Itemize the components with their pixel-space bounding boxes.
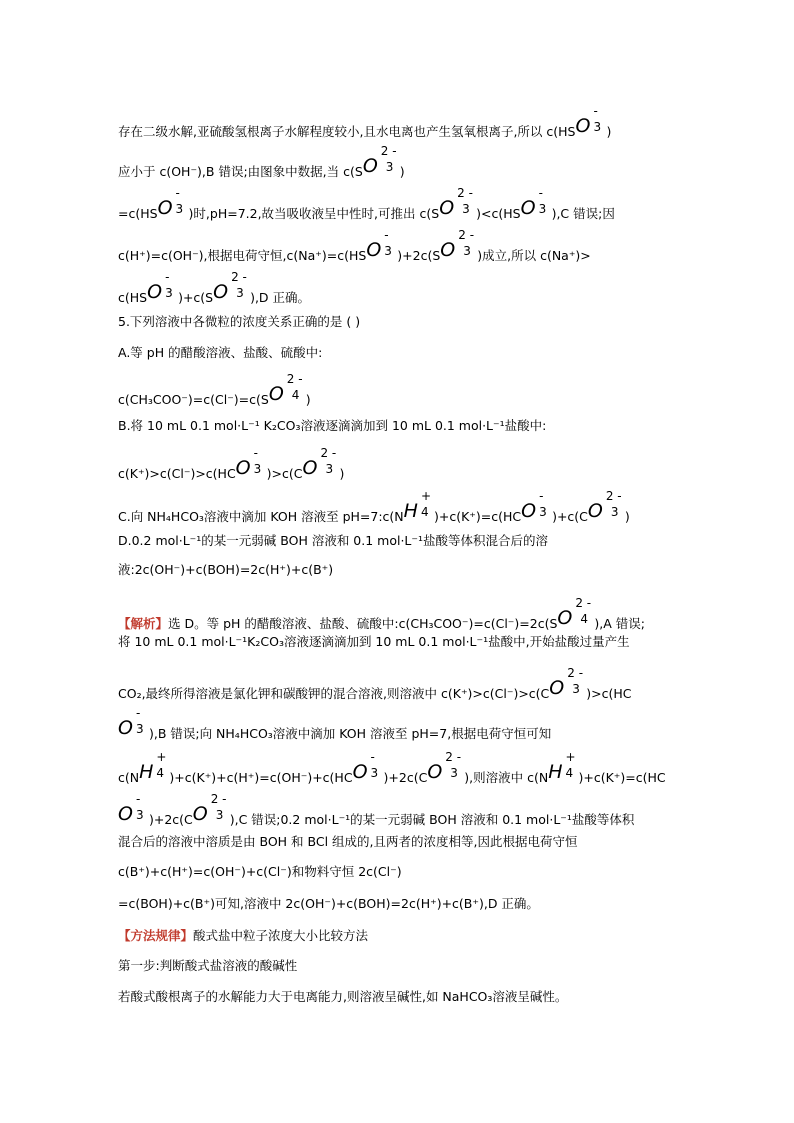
subscript: 3 [325,462,334,476]
charge: 2 - [457,186,473,200]
text: c(K⁺)>c(Cl⁻)>c(HC [118,466,236,481]
oxygen-symbol: O [213,281,229,303]
paren: ) [339,466,345,481]
text: )+c(S [178,290,214,305]
oxygen-symbol: O [520,197,536,219]
text: )+2c(S [397,248,441,263]
oxygen-symbol: O [302,457,318,479]
oxygen-symbol: O [235,457,251,479]
subscript: 4 [565,766,574,780]
text: CO₂,最终所得溶液是氯化钾和碳酸钾的混合溶液,则溶液中 c(K⁺)>c(Cl⁻)>c(C [118,686,550,701]
ion-charge [455,228,477,260]
method-label: 【方法规律】 [118,928,194,943]
oxygen-symbol: O [268,383,284,405]
analysis-line-6 [118,792,635,828]
text: ),B 错误;向 NH₄HCO₃溶液中滴加 KOH 溶液至 pH=7,根据电荷守恒可知 [148,726,552,741]
ion-charge [564,666,586,698]
ion-charge [133,706,149,738]
oxygen-symbol: O [192,803,208,825]
charge: - [175,186,180,200]
analysis-line-7: 混合后的溶液中溶质是由 BOH 和 BCl 组成的,且两者的浓度相等,因此根据电荷守恒 [118,834,578,849]
charge: 2 - [567,666,584,680]
analysis-line-2: 将 10 mL 0.1 mol·L⁻¹K₂CO₃溶液逐滴滴加到 10 mL 0.1 mol·L⁻¹盐酸中,开始盐酸过量产生 [118,634,630,649]
analysis-line-8: c(B⁺)+c(H⁺)=c(OH⁻)+c(Cl⁻)和物料守恒 2c(Cl⁻) [118,864,402,879]
text-line-4 [118,228,591,264]
text: C.向 NH₄HCO₃溶液中滴加 KOH 溶液至 pH=7:c(N [118,509,404,524]
subscript: 3 [215,808,224,822]
charge: 2 - [380,144,397,158]
question-5-title: 5.下列溶液中各微粒的浓度关系正确的是 ( ) [118,314,361,329]
oxygen-symbol: O [362,155,378,177]
charge: - [135,706,141,720]
charge: - [135,792,141,806]
ion-charge [381,228,397,260]
subscript: 3 [538,202,547,216]
oxygen-symbol: O [118,717,133,739]
analysis-line-4 [118,706,552,742]
text: )>c(C [266,466,303,481]
ion-charge [228,270,250,302]
subscript: 3 [462,202,470,216]
text: ),C 错误;因 [551,206,615,221]
ion-charge [317,446,339,478]
oxygen-symbol: O [557,607,573,629]
charge: 2 - [286,372,303,386]
text: )+2c(C [383,770,428,785]
ion-charge [153,750,169,782]
ion-charge [442,750,464,782]
last-line: 若酸式酸根离子的水解能力大于电离能力,则溶液呈碱性,如 NaHCO₃溶液呈碱性。 [118,989,568,1004]
ion-charge [454,186,476,218]
ion-charge [563,750,579,782]
subscript: 3 [610,505,619,519]
hydrogen-symbol: H [403,500,418,522]
charge: - [538,186,543,200]
oxygen-symbol: O [118,803,133,825]
oxygen-symbol: O [549,677,565,699]
text: =c(HS [118,206,158,221]
ion-charge [536,186,552,218]
oxygen-symbol: O [352,761,368,783]
text: ),D 正确。 [250,290,311,305]
text: 酸式盐中粒子浓度大小比较方法 [193,928,369,943]
text: )+c(C [552,509,588,524]
analysis-line-3 [118,666,632,702]
text: ),A 错误; [594,616,645,631]
charge: - [384,228,389,242]
text: c(HS [118,290,148,305]
analysis-line-9: =c(BOH)+c(B⁺)可知,溶液中 2c(OH⁻)+c(BOH)=2c(H⁺)+c(B⁺),D 正确。 [118,896,539,911]
oxygen-symbol: O [427,761,443,783]
oxygen-symbol: O [440,239,456,261]
text: ),C 错误;0.2 mol·L⁻¹的某一元弱碱 BOH 溶液和 0.1 mol·L⁻¹盐酸等体积 [229,812,635,827]
ion-charge [603,489,625,521]
subscript: 3 [463,244,471,258]
ion-charge [418,489,434,521]
text: )>c(HC [586,686,632,701]
oxygen-symbol: O [521,500,537,522]
text: 应小于 c(OH⁻),B 错误;由图象中数据,当 c(S [118,164,363,179]
method-heading [118,928,368,944]
text: c(CH₃COO⁻)=c(Cl⁻)=c(S [118,392,269,407]
text-line-3 [118,186,615,222]
text: )<c(HS [476,206,521,221]
option-d-continued: 液:2c(OH⁻)+c(BOH)=2c(H⁺)+c(B⁺) [118,562,334,577]
analysis-line-5 [118,750,666,786]
subscript: 3 [175,202,184,216]
charge: 2 - [575,596,592,610]
text: )+c(K⁺)+c(H⁺)=c(OH⁻)+c(HC [169,770,353,785]
subscript: 3 [236,286,244,300]
subscript: 3 [539,505,547,519]
option-a: A.等 pH 的醋酸溶液、盐酸、硫酸中: [118,345,323,360]
step-one: 第一步:判断酸式盐溶液的酸碱性 [118,958,298,973]
ion-charge [590,104,606,136]
charge: 2 - [320,446,337,460]
ion-charge [251,446,267,478]
hydrogen-symbol: H [139,761,154,783]
oxygen-symbol: O [366,239,382,261]
text-line-1 [118,104,612,140]
text: )+c(K⁺)=c(HC [433,509,522,524]
subscript: 3 [165,286,173,300]
text-line-2 [118,144,405,180]
subscript: 3 [572,682,580,696]
charge: - [253,446,258,460]
option-a-formula [118,372,311,408]
paren: ) [624,509,630,524]
oxygen-symbol: O [575,115,591,137]
charge: 2 - [210,792,227,806]
option-b: B.将 10 mL 0.1 mol·L⁻¹ K₂CO₃溶液逐滴滴加到 10 mL 0.1 mol·L⁻¹盐酸中: [118,418,547,433]
charge: 2 - [458,228,475,242]
oxygen-symbol: O [587,500,603,522]
hydrogen-symbol: H [548,761,563,783]
subscript: 4 [580,612,588,626]
subscript: 3 [370,766,379,780]
option-c [118,489,630,525]
subscript: 3 [135,808,144,822]
charge: + [420,489,432,503]
option-b-formula [118,446,345,482]
analysis-label: 【解析】 [118,616,169,631]
subscript: 3 [384,244,392,258]
subscript: 3 [593,120,602,134]
paren: ) [399,164,405,179]
oxygen-symbol: O [157,197,173,219]
ion-charge [536,489,552,521]
ion-charge [133,792,149,824]
oxygen-symbol: O [147,281,163,303]
subscript: 4 [291,388,300,402]
text: ),则溶液中 c(N [464,770,549,785]
charge: - [370,750,375,764]
text: c(N [118,770,140,785]
option-d: D.0.2 mol·L⁻¹的某一元弱碱 BOH 溶液和 0.1 mol·L⁻¹盐酸等体积混合后的溶 [118,533,549,548]
text: c(H⁺)=c(OH⁻),根据电荷守恒,c(Na⁺)=c(HS [118,248,367,263]
text: )时,pH=7.2,故当吸收液呈中性时,可推出 c(S [188,206,440,221]
charge: + [156,750,167,764]
subscript: 3 [385,160,394,174]
charge: 2 - [605,489,622,503]
subscript: 4 [156,766,165,780]
charge: - [539,489,544,503]
ion-charge [173,186,189,218]
ion-charge [208,792,230,824]
ion-charge [284,372,306,404]
paren: ) [606,124,612,139]
text: 存在二级水解,亚硫酸氢根离子水解程度较小,且水电离也产生氢氧根离子,所以 c(HS [118,124,576,139]
charge: - [593,104,598,118]
subscript: 4 [420,505,429,519]
text: )+c(K⁺)=c(HC [578,770,666,785]
text: 选 D。等 pH 的醋酸溶液、盐酸、硫酸中:c(CH₃COO⁻)=c(Cl⁻)=2c(S [168,616,558,631]
subscript: 3 [450,766,458,780]
ion-charge [368,750,384,782]
ion-charge [572,596,594,628]
text-line-5 [118,270,311,306]
paren: ) [305,392,311,407]
ion-charge [378,144,400,176]
charge: 2 - [445,750,462,764]
text: )+2c(C [148,812,193,827]
charge: - [165,270,170,284]
analysis-line-1 [118,596,645,632]
charge: 2 - [231,270,247,284]
ion-charge [162,270,178,302]
subscript: 3 [135,722,144,736]
charge: + [565,750,576,764]
oxygen-symbol: O [439,197,455,219]
subscript: 3 [253,462,262,476]
text: )成立,所以 c(Na⁺)> [477,248,591,263]
